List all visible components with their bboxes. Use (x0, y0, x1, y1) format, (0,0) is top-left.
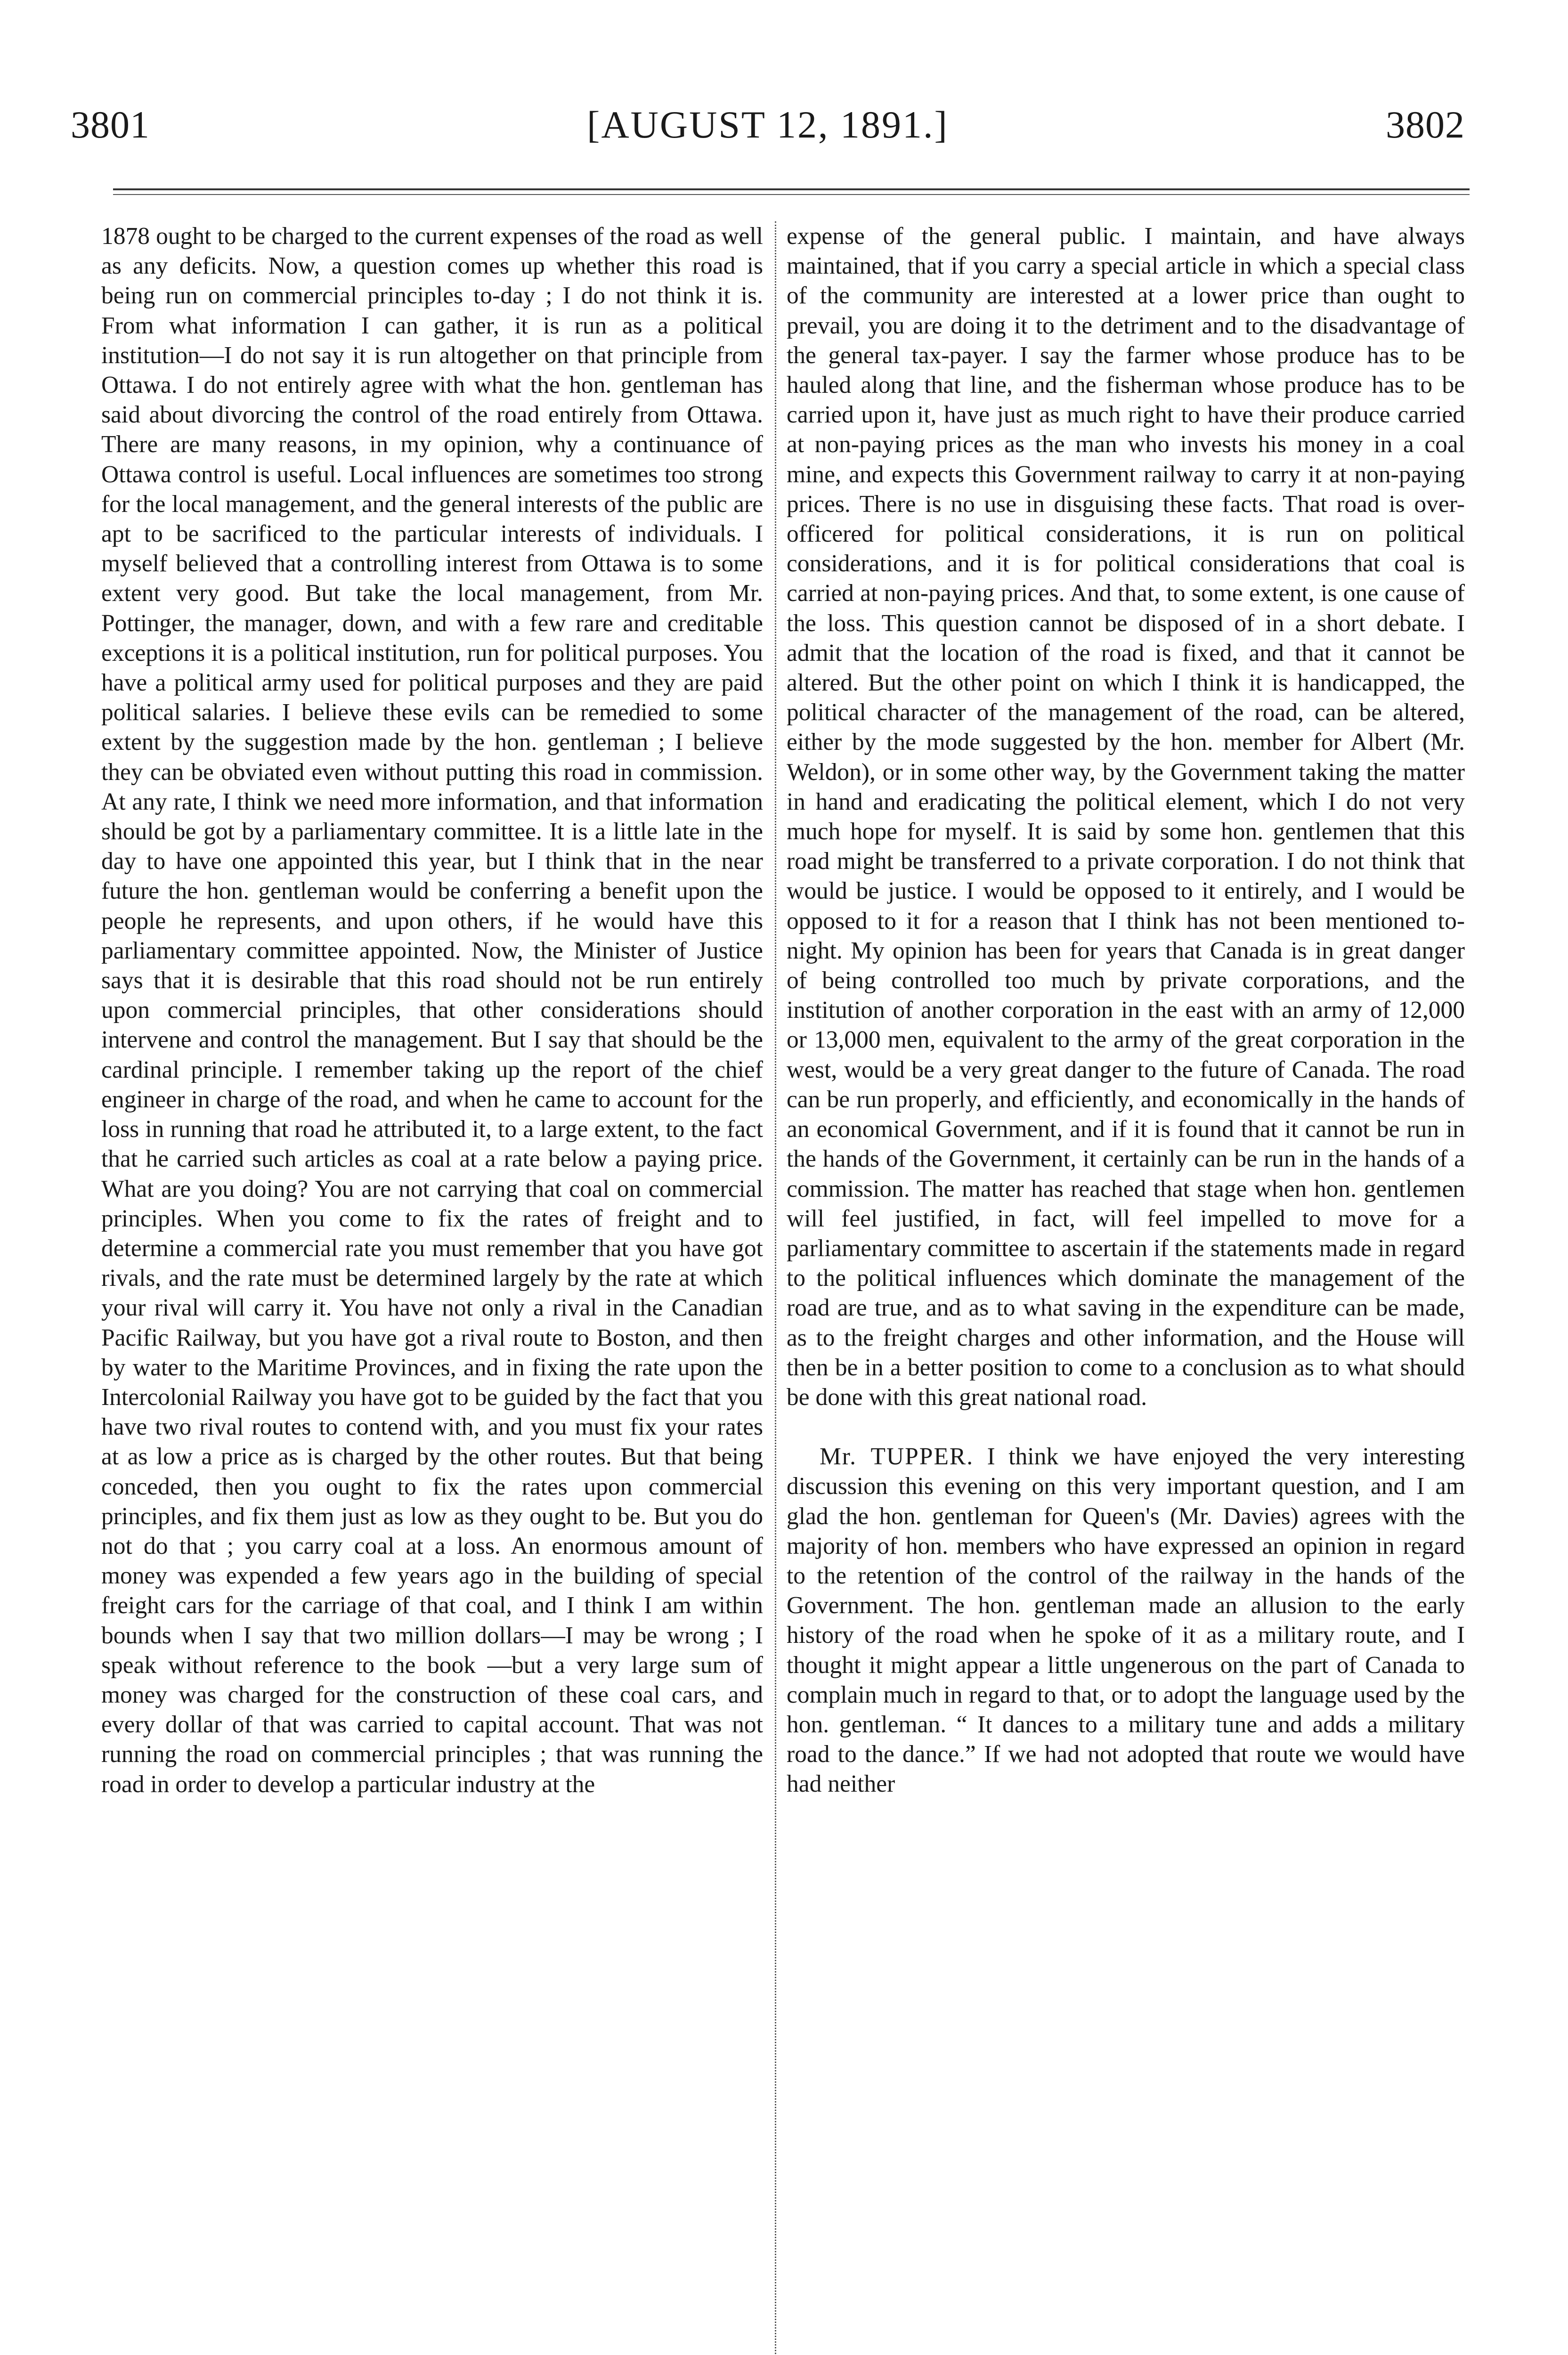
speaker-name: Mr. TUPPER. (820, 1443, 974, 1470)
column-divider (775, 221, 776, 2355)
page-header (71, 99, 1465, 155)
header-rule-thin (113, 194, 1470, 195)
right-column (787, 221, 1465, 1799)
left-paragraph: 1878 ought to be charged to the current expenses of the road as well as any deficits. Now, a question comes up whether this road is being run on commercial principles to-day ; I do not think it is. From what information I can gather, it is run as a political institution—I do not say it is run altogether on that principle from Ottawa. I do not entirely agree with what the hon. gentleman has said about divorcing the control of the road entirely from Ottawa. There are many reasons, in my opinion, why a continuance of Ottawa control is useful. Local influences are sometimes too strong for the local management, and the general interests of the public are apt to be sacrificed to the particular interests of individuals. I myself believed that a controlling interest from Ottawa is to some extent very good. But take the local management, from Mr. Pottinger, the manager, down, and with a few rare and creditable exceptions it is a political institution, run for political purposes. You have a political army used for political purposes and they are paid political salaries. I believe these evils can be remedied to some extent by the suggestion made by the hon. gentleman ; I believe they can be obviated even without putting this road in commission. At any rate, I think we need more information, and that information should be got by a parliamentary committee. It is a little late in the day to have one appointed this year, but I think that in the near future the hon. gentleman would be conferring a benefit upon the people he represents, and upon others, if he would have this parliamentary committee appointed. Now, the Minister of Justice says that it is desirable that this road should not be run entirely upon commercial principles, that other considerations should intervene and control the management. But I say that should be the cardinal principle. I remember taking up the report of the chief engineer in charge of the road, and when he came to account for the loss in running that road he attributed it, to a large extent, to the fact that he carried such articles as coal at a rate below a paying price. What are you doing? You are not carrying that coal on commercial principles. When you come to fix the rates of freight and to determine a commercial rate you must remember that you have got rivals, and the rate must be determined largely by the rate at which your rival will carry it. You have not only a rival in the Canadian Pacific Railway, but you have got a rival route to Boston, and then by water to the Maritime Provinces, and in fixing the rate upon the Intercolonial Railway you have got to be guided by the fact that you have two rival routes to contend with, and you must fix your rates at as low a price as is charged by the other routes. But that being conceded, then you ought to fix the rates upon commercial principles, and fix them just as low as they ought to be. But you do not do that ; you carry coal at a loss. An enormous amount of money was expended a few years ago in the building of special freight cars for the carriage of that coal, and I think I am within bounds when I say that two million dollars—I may be wrong ; I speak without reference to the book —but a very large sum of money was charged for the construction of these coal cars, and every dollar of that was carried to capital account. That was not running the road on commercial principles ; that was running the road in order to develop a particular industry at the (101, 223, 763, 1798)
right-paragraph-1: expense of the general public. I maintain, and have always maintained, that if you carry a special article in which a special class of the community are interested at a lower price than ought to prevail, you are doing it to the detriment and to the disadvantage of the general tax-payer. I say the farmer whose produce has to be hauled along that line, and the fisherman whose produce has to be carried upon it, have just as much right to have their produce carried at non-paying prices as the man who invests his money in a coal mine, and expects this Government railway to carry it at non-paying prices. There is no use in disguising these facts. That road is over-officered for political considerations, it is run on political considerations, and it is for political considerations that coal is carried at non-paying prices. And that, to some extent, is one cause of the loss. This question cannot be disposed of in a short debate. I admit that the location of the road is fixed, and that it cannot be altered. But the other point on which I think it is handicapped, the political character of the management of the road, can be altered, either by the mode suggested by the hon. member for Albert (Mr. Weldon), or in some other way, by the Government taking the matter in hand and eradicating the political element, which I do not very much hope for myself. It is said by some hon. gentlemen that this road might be transferred to a private corporation. I do not think that would be justice. I would be opposed to it entirely, and I would be opposed to it for a reason that I think has not been mentioned to-night. My opinion has been for years that Canada is in great danger of being controlled too much by private corporations, and the institution of another corporation in the east with an army of 12,000 or 13,000 men, equivalent to the army of the great corporation in the west, would be a very great danger to the future of Canada. The road can be run properly, and efficiently, and economically in the hands of an economical Government, and if it is found that it cannot be run in the hands of the Government, it certainly can be run in the hands of a commission. The matter has reached that stage when hon. gentlemen will feel justified, in fact, will feel impelled to move for a parliamentary committee to ascertain if the statements made in regard to the political influences which dominate the management of the road are true, and as to what saving in the expenditure can be made, as to the freight charges and other information, and the House will then be in a better position to come to a conclusion as to what should be done with this great national road. (787, 223, 1465, 1411)
page-date: [AUGUST 12, 1891.] (587, 103, 949, 146)
speech-paragraph (787, 1442, 1465, 1799)
left-column (101, 221, 763, 1799)
page-number-right: 3802 (1386, 103, 1465, 146)
header-rule (113, 188, 1470, 190)
page-number-left: 3801 (71, 103, 150, 146)
right-paragraph-2: I think we have enjoyed the very interesting discussion this evening on this very important question, and I am glad the hon. gentleman for Queen's (Mr. Davies) agrees with the majority of hon. members who have expressed an opinion in regard to the retention of the control of the railway in the hands of the Government. The hon. gentleman made an allusion to the early history of the road when he spoke of it as a military route, and I thought it might appear a little ungenerous on the part of Canada to complain much in regard to that, or to adopt the language used by the hon. gentleman. “ It dances to a military tune and adds a military road to the dance.” If we had not adopted that route we would have had neither (787, 1443, 1465, 1798)
